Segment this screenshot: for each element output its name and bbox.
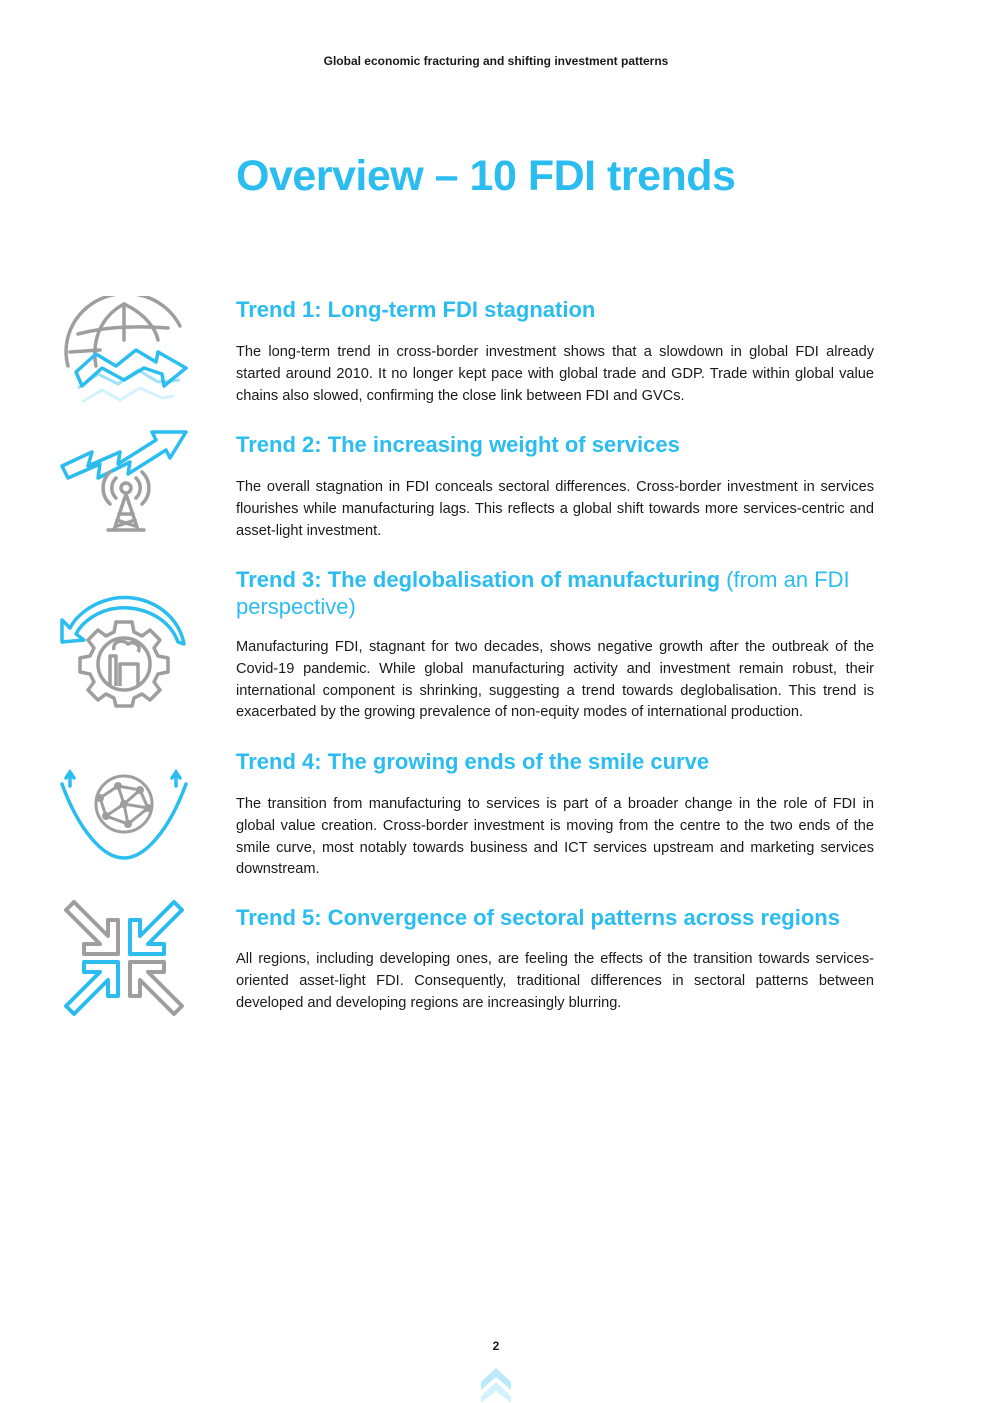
running-header: Global economic fracturing and shifting investment patterns [323,54,669,68]
trend-body: The transition from manufacturing to services is part of a broader change in the role of FDI in global value creation. Cross-border investment is moving from the centre to the two ends of the smile curve, most notably towards business and ICT services upstream and marketing services downstream. [236,796,874,878]
page-number: 2 [492,1339,500,1353]
trend-body: All regions, including developing ones, are feeling the effects of the transition towards services-oriented asset-light FDI. Consequently, traditional differences in sectoral patterns between developed and developing regions are increasingly blurring. [236,951,874,1011]
trend-heading: Trend 1: Long-term FDI stagnation [236,297,596,322]
trend-body: The long-term trend in cross-border investment shows that a slowdown in global FDI already started around 2010. It no longer kept pace with global trade and GDP. Trade within global value chains also slowed, confirming the close link between FDI and GVCs. [236,344,874,404]
globe-waves-icon [58,296,190,416]
page-title: Overview – 10 FDI trends [236,152,736,200]
trend-heading: Trend 2: The increasing weight of services [236,432,680,457]
rising-arrow-antenna-icon [58,426,190,546]
back-to-top-icon[interactable] [479,1366,513,1403]
trend-body: The overall stagnation in FDI conceals sectoral differences. Cross-border investment in services flourishes while manufacturing lags. This reflects a global shift towards more services-centric and asset-light investment. [236,479,874,539]
smile-curve-network-icon [58,768,190,888]
factory-gear-arrow-icon [58,590,190,710]
converging-arrows-icon [58,898,190,1018]
trend-body: Manufacturing FDI, stagnant for two decades, shows negative growth after the outbreak of the Covid-19 pandemic. While global manufacturing activity and investment remain robust, their international component is shrinking, suggesting a trend towards deglobalisation. This trend is exacerbated by the growing prevalence of non-equity modes of international production. [236,639,874,721]
trend-heading: Trend 4: The growing ends of the smile curve [236,749,710,774]
trend-heading: Trend 5: Convergence of sectoral patterns across regions [236,905,840,930]
trend-heading: Trend 3: The deglobalisation of manufacturing (from an FDI perspective) [236,567,850,619]
